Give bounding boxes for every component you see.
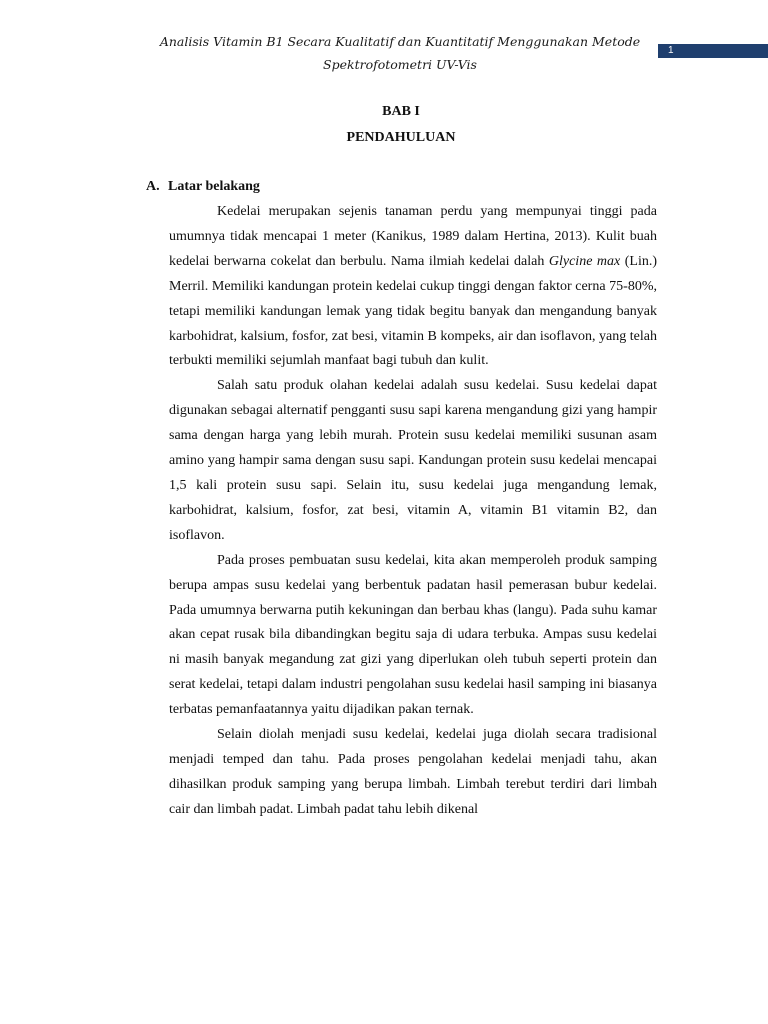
paragraph-1-part-b: (Lin.) Merril. Memiliki kandungan protein kedelai cukup tinggi dengan faktor cerna 75-80%, tetapi memiliki kandungan lemak yang tidak begitu banyak dan mengandung banyak karbohidrat, kalsium, fosfor, zat besi, vitamin B kompeks, air dan isoflavon, yang telah terbukti memiliki sejumlah manfaat bagi tubuh dan kulit. [169,253,658,369]
section-marker: A. [146,179,160,194]
species-name: Glycine max [548,253,621,269]
page-number-badge: 1 [658,44,768,58]
section-heading [146,179,260,195]
body-text [169,200,657,823]
running-header [140,30,660,76]
paragraph-4: Selain diolah menjadi susu kedelai, kedelai juga diolah secara tradisional menjadi temped dan tahu. Pada proses pengolahan kedelai menjadi tahu, akan dihasilkan produk samping yang berupa limbah. Limbah terebut terdiri dari limbah cair dan limbah padat. Limbah padat tahu lebih dikenal [169,727,657,817]
chapter-number: BAB I [382,104,420,119]
paragraph-1 [169,200,657,374]
header-title-line2: Spektrofotometri UV-Vis [323,57,477,72]
paragraph-3: Pada proses pembuatan susu kedelai, kita akan memperoleh produk samping berupa ampas susu kedelai yang berbentuk padatan hasil pemerasan bubur kedelai. Pada umumnya berwarna putih kekuningan dan berbau khas (langu). Pada suhu kamar akan cepat rusak bila dibandingkan begitu saja di udara terbuka. Ampas susu kedelai ni masih banyak megandung zat gizi yang diperlukan oleh tubuh seperti protein dan serat kedelai, tetapi dalam industri pengolahan susu kedelai hasil samping ini biasanya terbatas pemanfaatannya yaitu dijadikan pakan ternak. [169,552,657,718]
paragraph-2: Salah satu produk olahan kedelai adalah susu kedelai. Susu kedelai dapat digunakan sebagai alternatif pengganti susu sapi karena mengandung gizi yang hampir sama dengan harga yang lebih murah. Protein susu kedelai memiliki susunan asam amino yang hampir sama dengan susu sapi. Kandungan protein susu kedelai mencapai 1,5 kali protein susu sapi. Selain itu, susu kedelai juga mengandung lemak, karbohidrat, kalsium, fosfor, zat besi, vitamin A, vitamin B1 vitamin B2, dan isoflavon. [169,378,657,543]
header-title-line1: Analisis Vitamin B1 Secara Kualitatif dan Kuantitatif Menggunakan Metode [159,34,641,49]
paragraph-1-part-a: Kedelai merupakan sejenis tanaman perdu yang mempunyai tinggi pada umumnya tidak mencapai 1 meter (Kanikus, 1989 dalam Hertina, 2013). Kulit buah kedelai berwarna cokelat dan berbulu. Nama ilmiah kedelai dalah [169,204,657,269]
section-title: Latar belakang [168,179,260,194]
chapter-title: PENDAHULUAN [346,130,456,145]
